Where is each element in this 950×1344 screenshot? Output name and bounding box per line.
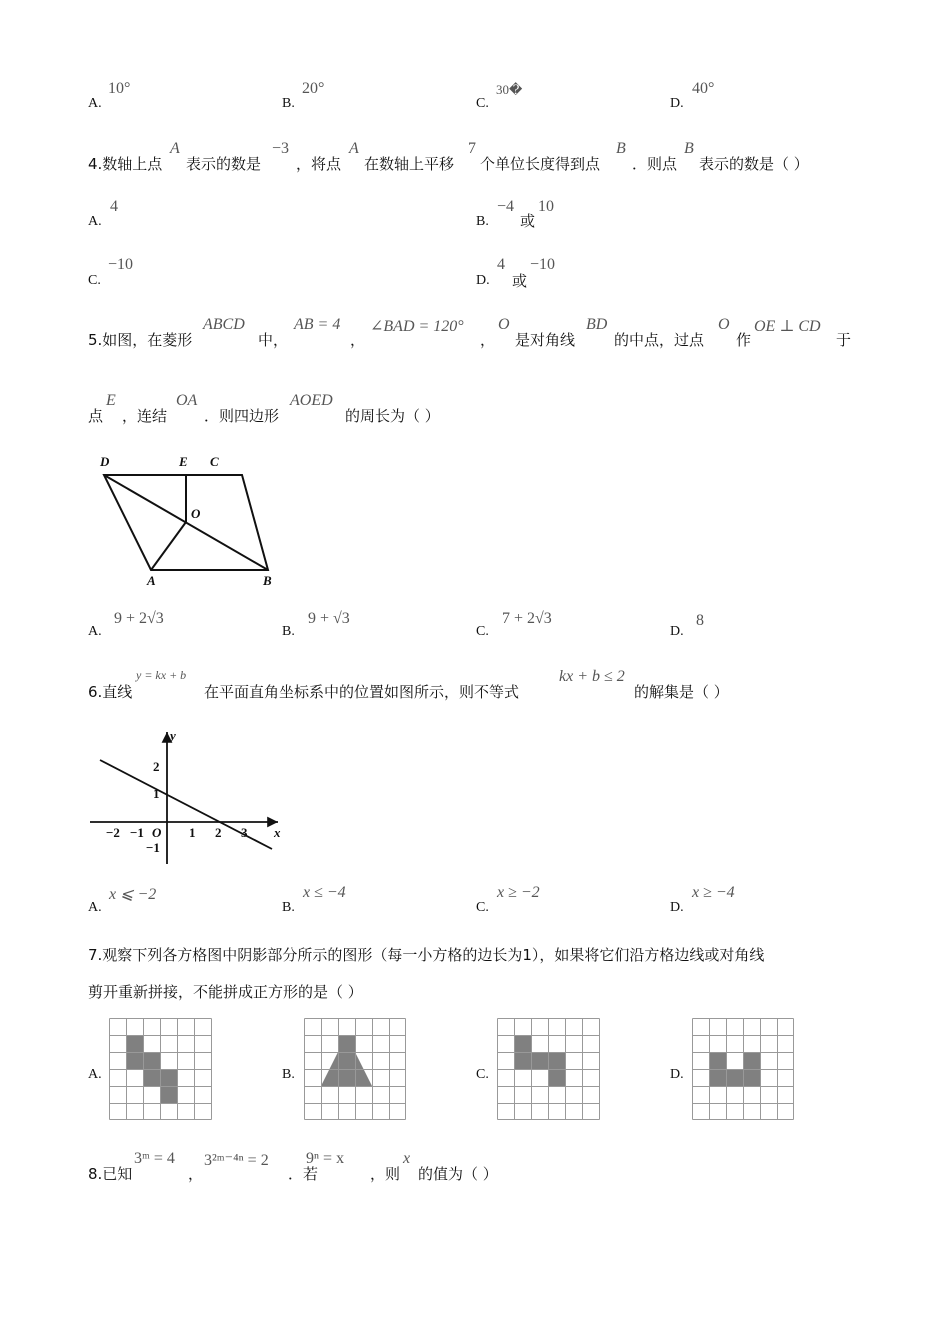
q4-option-a-label: A. [88, 214, 102, 229]
q4-point-a: A [349, 140, 359, 157]
q5-option-a-value: 9 + 2√3 [114, 610, 164, 627]
x-tick-1: 1 [189, 825, 196, 840]
q6-text: 6.直线 [88, 683, 133, 701]
x-axis-label: x [274, 825, 281, 840]
q4-text: ．则点 [632, 155, 678, 173]
q4-option-b-or: 或 [520, 212, 536, 230]
q7-option-d-label: D. [670, 1067, 684, 1082]
q5-math: ∠BAD = 120° [370, 318, 464, 335]
q6-math: y = kx + b [136, 668, 187, 682]
q4-option-b-label: B. [476, 214, 489, 229]
q7-grid-b [304, 1018, 406, 1120]
q5-math: O [718, 316, 730, 333]
x-tick-minus2: −2 [106, 825, 120, 840]
q3-option-b-value: 20° [302, 80, 325, 97]
label-b: B [263, 573, 272, 588]
q4-text: ，将点 [296, 155, 342, 173]
q7-grid-a [109, 1018, 213, 1120]
q6-option-d-label: D. [670, 900, 684, 915]
q5-math: OA [176, 392, 198, 409]
q7-line-1: 7.观察下列各方格图中阴影部分所示的图形（每一小方格的边长为1），如果将它们沿方格边线或对角线 [88, 946, 765, 964]
q4-option-b-value: 10 [538, 198, 554, 215]
q6-option-c-label: C. [476, 900, 489, 915]
q4-option-a-value: 4 [110, 198, 118, 215]
q4-text: 在数轴上平移 [364, 155, 455, 173]
q7-option-c-label: C. [476, 1067, 489, 1082]
q5-text: 5.如图，在菱形 [88, 331, 193, 349]
label-o: O [191, 506, 201, 521]
q8-text: ，则 [370, 1165, 401, 1183]
q4-option-c-label: C. [88, 273, 101, 288]
q5-math: AOED [290, 392, 333, 409]
q6-option-d-value: x ≥ −4 [692, 884, 735, 901]
q3-option-a-label: A. [88, 96, 102, 111]
q5-option-a-label: A. [88, 624, 102, 639]
q4-option-d-or: 或 [512, 272, 528, 290]
q5-option-d-value: 8 [696, 612, 704, 629]
q5-text: 点 [88, 407, 104, 425]
q8-math: 3ᵐ = 4 [134, 1150, 175, 1167]
x-tick-2: 2 [215, 825, 222, 840]
label-c: C [210, 454, 219, 469]
q5-text: ．则四边形 [204, 407, 280, 425]
q4-text: 表示的数是 [186, 155, 262, 173]
q4-value: −3 [272, 140, 290, 157]
q6-option-a-value: x ⩽ −2 [109, 886, 157, 903]
x-tick-minus1: −1 [130, 825, 144, 840]
q5-math: BD [586, 316, 608, 333]
label-d: D [100, 454, 110, 469]
q3-option-a-value: 10° [108, 80, 131, 97]
q3-option-c-value: 30� [496, 82, 523, 97]
q7-grid-c [497, 1018, 601, 1120]
q8-math: 3²ᵐ⁻⁴ⁿ = 2 [204, 1152, 269, 1169]
q6-text: 的解集是（ ） [634, 683, 729, 701]
q5-text: ， [350, 331, 366, 349]
q4-text: 表示的数是（ ） [699, 155, 809, 173]
q4-text: 4.数轴上点 [88, 155, 163, 173]
q4-point-a: A [170, 140, 180, 157]
q8-math: 9ⁿ = x [306, 1150, 345, 1167]
q4-point-b: B [616, 140, 626, 157]
q4-option-c-value: −10 [108, 256, 134, 273]
q4-point-b: B [684, 140, 694, 157]
q5-math: AB = 4 [294, 316, 341, 333]
q4-value: 7 [468, 140, 476, 157]
q5-option-b-value: 9 + √3 [308, 610, 350, 627]
q5-math: O [498, 316, 510, 333]
q6-text: 在平面直角坐标系中的位置如图所示，则不等式 [204, 683, 520, 701]
q7-option-b-label: B. [282, 1067, 295, 1082]
q4-option-d-value: 4 [497, 256, 505, 273]
q8-text: ．若 [288, 1165, 319, 1183]
q3-option-d-label: D. [670, 96, 684, 111]
q5-option-d-label: D. [670, 624, 684, 639]
q5-text: 的周长为（ ） [345, 407, 440, 425]
q7-option-a-label: A. [88, 1067, 102, 1082]
q6-option-c-value: x ≥ −2 [497, 884, 540, 901]
q3-option-b-label: B. [282, 96, 295, 111]
q5-math: ABCD [203, 316, 245, 333]
y-axis-label: y [170, 728, 176, 743]
linear-graph [88, 724, 288, 869]
q8-text: 8.已知 [88, 1165, 133, 1183]
q5-text: 于 [836, 331, 852, 349]
q7-shape-b [321, 1035, 372, 1086]
q7-grid-d [692, 1018, 794, 1120]
x-tick-3: 3 [241, 825, 248, 840]
q4-option-d-value: −10 [530, 256, 556, 273]
y-tick-2: 2 [153, 759, 160, 774]
q5-text: 作 [736, 331, 752, 349]
q5-math: E [106, 392, 116, 409]
label-e: E [179, 454, 188, 469]
q4-option-d-label: D. [476, 273, 490, 288]
q8-math: x [403, 1150, 411, 1167]
q5-math: OE ⊥ CD [754, 318, 821, 335]
label-a: A [147, 573, 156, 588]
q3-option-c-label: C. [476, 96, 489, 111]
q7-shape-c [514, 1035, 565, 1086]
q8-text: ， [188, 1165, 204, 1183]
q5-option-c-label: C. [476, 624, 489, 639]
q4-text: 个单位长度得到点 [480, 155, 601, 173]
q3-option-d-value: 40° [692, 80, 715, 97]
q5-text: 是对角线 [515, 331, 576, 349]
q8-text: 的值为（ ） [418, 1165, 498, 1183]
q5-text: ，连结 [122, 407, 168, 425]
q7-line-2: 剪开重新拼接，不能拼成正方形的是（ ） [88, 983, 363, 1001]
q5-option-c-value: 7 + 2√3 [502, 610, 552, 627]
q4-option-b-value: −4 [497, 198, 515, 215]
y-tick-1: 1 [153, 786, 160, 801]
q6-option-b-value: x ≤ −4 [303, 884, 346, 901]
q6-option-a-label: A. [88, 900, 102, 915]
q5-text: ， [480, 331, 496, 349]
q6-math: kx + b ≤ 2 [559, 668, 625, 685]
q5-text: 的中点，过点 [614, 331, 705, 349]
q6-option-b-label: B. [282, 900, 295, 915]
rhombus-figure [90, 448, 290, 593]
segment-oa [151, 522, 186, 570]
q5-text: 中， [258, 331, 289, 349]
y-tick-minus1: −1 [146, 840, 160, 855]
q5-option-b-label: B. [282, 624, 295, 639]
origin-label: O [152, 825, 162, 840]
